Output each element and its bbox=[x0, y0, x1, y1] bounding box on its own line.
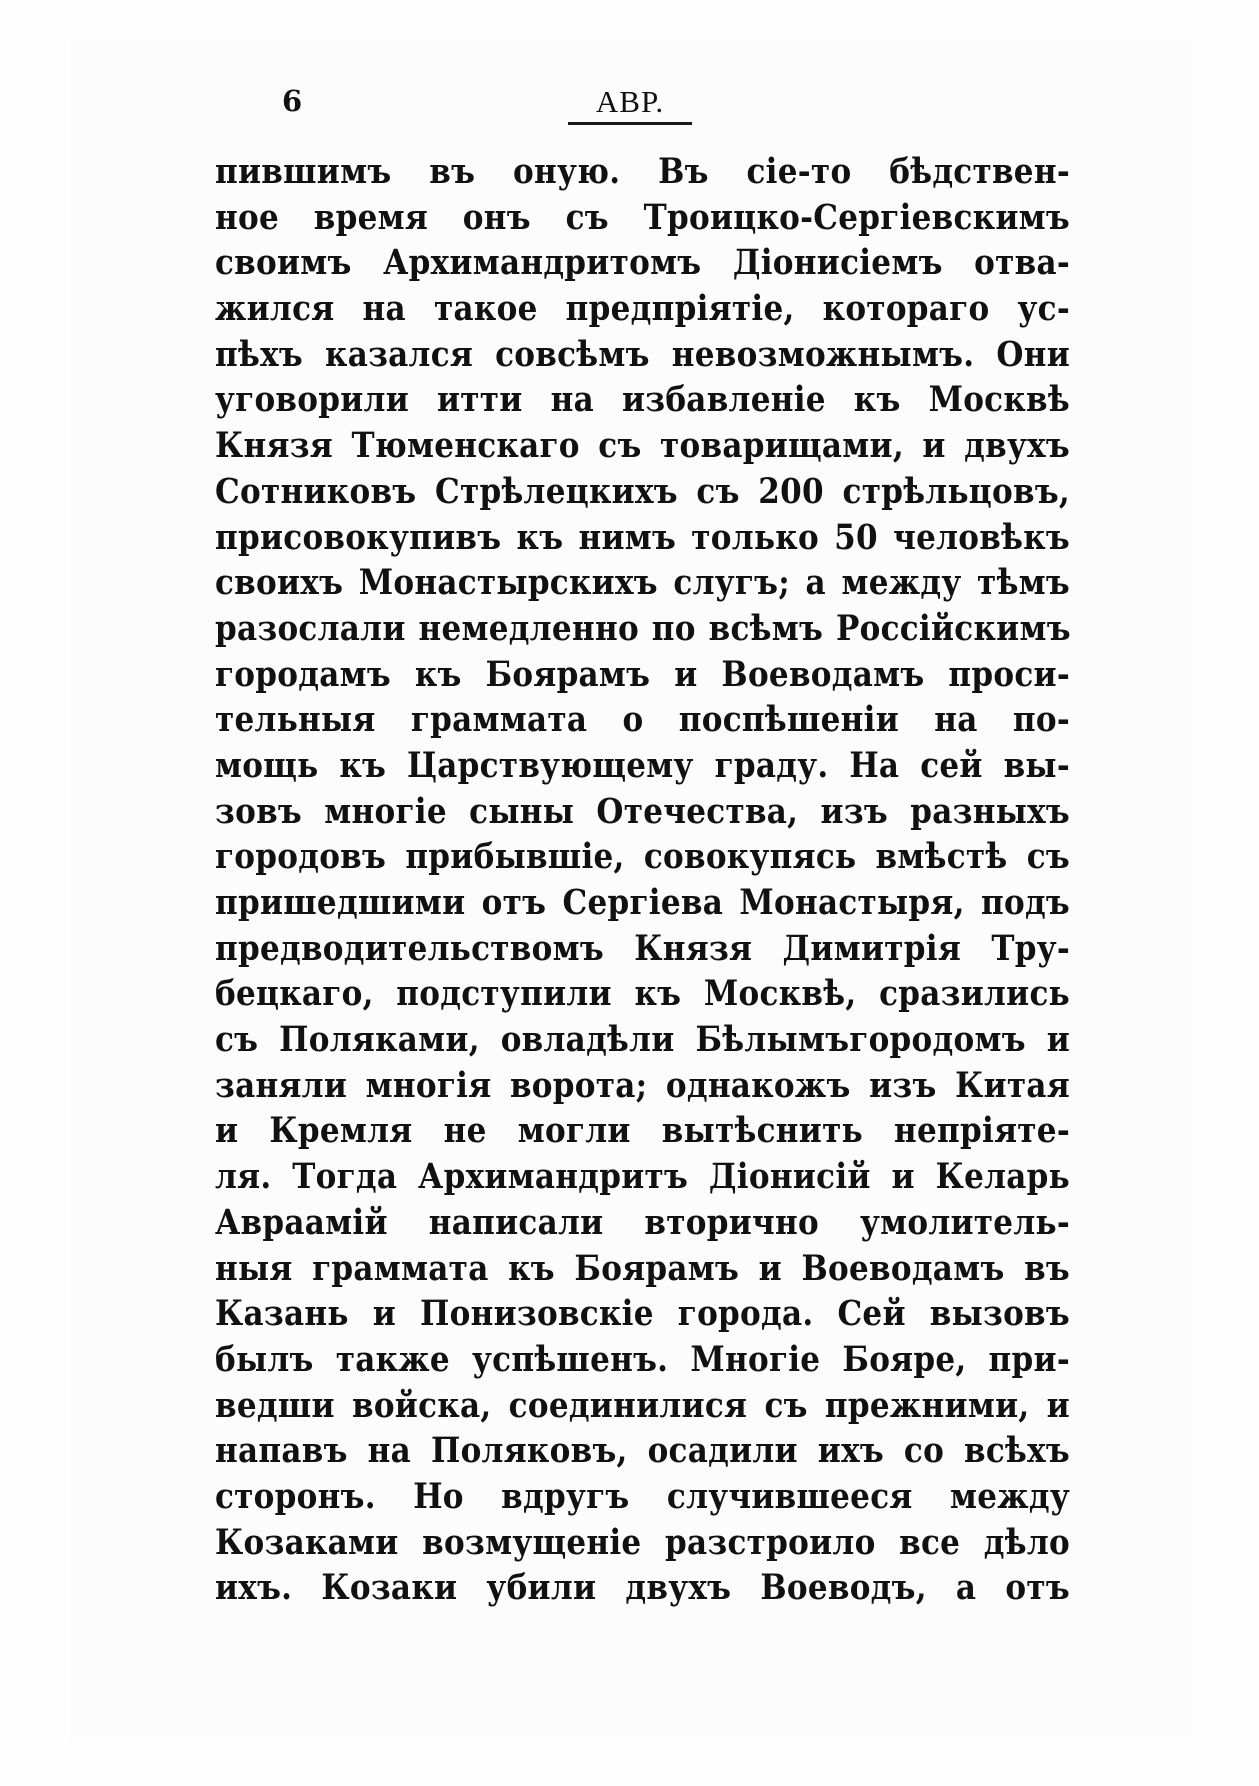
text-line: своихъ Монастырскихъ слугъ; а между тѣмъ bbox=[215, 563, 1070, 604]
text-line: пѣхъ казался совсѣмъ невозможнымъ. Они bbox=[215, 334, 1070, 375]
text-line: мощь къ Царствующему граду. На сей вы- bbox=[215, 745, 1070, 786]
text-line: Авраамій написали вторично умолитель- bbox=[215, 1202, 1070, 1243]
body-text bbox=[215, 150, 1070, 1612]
text-line: присовокупивъ къ нимъ только 50 человѣкъ bbox=[215, 517, 1070, 558]
text-line: уговорили итти на избавленіе къ Москвѣ bbox=[215, 380, 1070, 421]
text-line: Казань и Понизовскіе города. Сей вызовъ bbox=[215, 1294, 1070, 1335]
text-line: былъ также успѣшенъ. Многіе Бояре, при- bbox=[215, 1339, 1070, 1380]
text-line: разослали немедленно по всѣмъ Россійскимъ bbox=[215, 608, 1071, 649]
text-line: городовъ прибывшіе, совокупясь вмѣстѣ съ bbox=[215, 837, 1070, 878]
text-line: сторонъ. Но вдругъ случившееся между bbox=[215, 1476, 1070, 1517]
text-line: и Кремля не могли вытѣснить непріяте- bbox=[215, 1111, 1070, 1152]
page-header bbox=[0, 78, 1259, 138]
text-line: Козаками возмущеніе разстроило все дѣло bbox=[215, 1522, 1070, 1563]
text-line: Князя Тюменскаго съ товарищами, и двухъ bbox=[215, 426, 1070, 467]
text-line: предводительствомъ Князя Димитрія Тру- bbox=[215, 928, 1070, 969]
text-line: напавъ на Поляковъ, осадили ихъ со всѣхъ bbox=[215, 1431, 1070, 1472]
text-line: пришедшими отъ Сергіева Монастыря, подъ bbox=[215, 883, 1070, 923]
text-line: ное время онъ съ Троицко-Сергіевскимъ bbox=[215, 197, 1070, 238]
text-line: городамъ къ Боярамъ и Воеводамъ проси- bbox=[215, 654, 1070, 695]
text-line: Сотниковъ Стрѣлецкихъ съ 200 стрѣльцовъ, bbox=[215, 471, 1070, 512]
text-line: ведши войска, соединилися съ прежними, и bbox=[215, 1385, 1070, 1426]
header-rule bbox=[568, 122, 692, 125]
text-line: своимъ Архимандритомъ Діонисіемъ отва- bbox=[215, 243, 1070, 284]
text-line: съ Поляками, овладѣли Бѣлымъгородомъ и bbox=[215, 1020, 1070, 1061]
text-line: ныя граммата къ Боярамъ и Воеводамъ въ bbox=[215, 1248, 1070, 1289]
running-head: АВР. bbox=[595, 84, 665, 119]
text-line: тельныя граммата о поспѣшеніи на по- bbox=[215, 700, 1070, 741]
page-number: 6 bbox=[282, 84, 303, 118]
text-line: пившимъ въ оную. Въ сіе-то бѣдствен- bbox=[215, 152, 1070, 192]
text-line: заняли многія ворота; однакожъ изъ Китая bbox=[215, 1065, 1070, 1106]
text-line: зовъ многіе сыны Отечества, изъ разныхъ bbox=[215, 791, 1070, 832]
text-line: ихъ. Козаки убили двухъ Воеводъ, а отъ bbox=[215, 1568, 1070, 1609]
text-line: ля. Тогда Архимандритъ Діонисій и Келарь bbox=[215, 1157, 1070, 1198]
text-line: жился на такое предпріятіе, котораго ус- bbox=[215, 289, 1070, 330]
text-line: бецкаго, подступили къ Москвѣ, сразились bbox=[215, 974, 1070, 1015]
